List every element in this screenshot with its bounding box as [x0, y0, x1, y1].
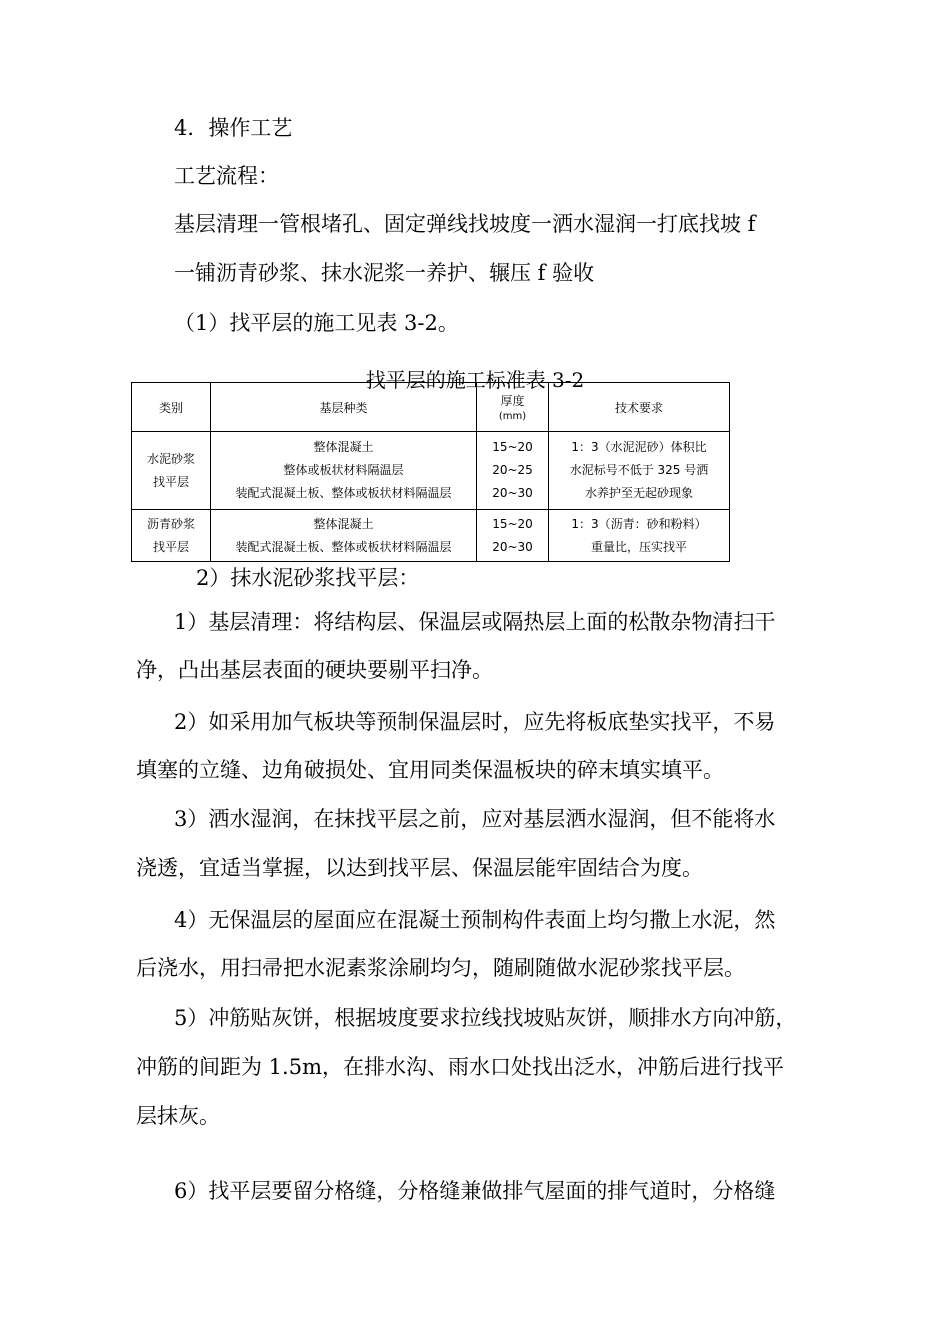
paragraph-line: 1）基层清理：将结构层、保温层或隔热层上面的松散杂物清扫干 — [174, 610, 776, 634]
base-type-cell — [211, 510, 477, 562]
base-type-line: 整体或板状材料隔温层 — [283, 463, 404, 477]
standards-table — [131, 382, 730, 562]
base-type-line: 整体混凝土 — [313, 440, 374, 454]
table-row — [132, 432, 730, 510]
thickness-cell — [477, 432, 549, 510]
category-line: 水泥砂浆 — [146, 451, 195, 466]
requirement-line: 重量比，压实找平 — [590, 539, 687, 554]
thickness-value: 20~30 — [492, 486, 533, 500]
header-thickness-label: 厚度 — [500, 394, 525, 408]
paragraph-line: 3）洒水湿润，在抹找平层之前，应对基层洒水湿润，但不能将水 — [174, 807, 776, 831]
table-header-row — [132, 383, 730, 432]
requirement-line: 水泥标号不低于 325 号洒 — [569, 463, 709, 477]
paragraph-line: 净，凸出基层表面的硬块要剔平扫净。 — [136, 658, 493, 682]
header-thickness — [477, 383, 549, 432]
base-type-line: 整体混凝土 — [313, 516, 374, 531]
paragraph-line: 4）无保温层的屋面应在混凝土预制构件表面上均匀撒上水泥，然 — [174, 908, 776, 932]
requirement-cell — [549, 510, 730, 562]
category-cell — [132, 432, 211, 510]
category-line: 找平层 — [152, 474, 189, 489]
table-caption: 找平层的施工标准表 3-2 — [365, 368, 585, 392]
header-category: 类别 — [132, 383, 211, 432]
subheading-cement-mortar: 2）抹水泥砂浆找平层： — [196, 566, 420, 590]
paragraph-line: 5）冲筋贴灰饼，根据坡度要求拉线找坡贴灰饼，顺排水方向冲筋， — [174, 1006, 797, 1030]
paragraph-line: 层抹灰。 — [136, 1104, 220, 1128]
table-row — [132, 510, 730, 562]
paragraph-line: 后浇水，用扫帚把水泥素浆涂刷均匀，随刷随做水泥砂浆找平层。 — [136, 956, 745, 980]
thickness-value: 15~20 — [492, 516, 533, 531]
thickness-value: 15~20 — [492, 440, 533, 454]
category-line: 沥青砂浆 — [146, 516, 195, 531]
section-heading: 4．操作工艺 — [174, 116, 293, 140]
requirement-line: 1：3（水泥泥砂）体积比 — [571, 440, 707, 454]
requirement-cell — [549, 432, 730, 510]
base-type-line: 装配式混凝土板、整体或板状材料隔温层 — [235, 486, 452, 500]
process-label: 工艺流程： — [174, 164, 279, 188]
process-line-2: 一铺沥青砂浆、抹水泥浆一养护、辗压 f 验收 — [174, 261, 595, 285]
thickness-cell — [477, 510, 549, 562]
paragraph-line: 2）如采用加气板块等预制保温层时，应先将板底垫实找平，不易 — [174, 710, 776, 734]
paragraph-line: 冲筋的间距为 1.5m，在排水沟、雨水口处找出泛水，冲筋后进行找平 — [136, 1055, 784, 1079]
header-thickness-unit: (mm) — [498, 411, 527, 422]
category-cell — [132, 510, 211, 562]
requirement-line: 1：3（沥青：砂和粉料） — [571, 516, 707, 531]
category-line: 找平层 — [152, 539, 189, 554]
header-base-type: 基层种类 — [211, 383, 477, 432]
thickness-value: 20~30 — [492, 539, 533, 554]
paragraph-line: 浇透，宜适当掌握，以达到找平层、保温层能牢固结合为度。 — [136, 856, 703, 880]
base-type-line: 装配式混凝土板、整体或板状材料隔温层 — [235, 539, 452, 554]
requirement-line: 水养护至无起砂现象 — [584, 486, 693, 500]
paragraph-line: 填塞的立缝、边角破损处、宜用同类保温板块的碎末填实填平。 — [136, 758, 724, 782]
process-line-1: 基层清理一管根堵孔、固定弹线找坡度一洒水湿润一打底找坡 f — [174, 212, 756, 236]
table-reference-note: （1）找平层的施工见表 3-2。 — [174, 311, 459, 335]
base-type-cell — [211, 432, 477, 510]
paragraph-line: 6）找平层要留分格缝，分格缝兼做排气屋面的排气道时，分格缝 — [174, 1179, 776, 1203]
header-requirement: 技术要求 — [549, 383, 730, 432]
thickness-value: 20~25 — [492, 463, 533, 477]
